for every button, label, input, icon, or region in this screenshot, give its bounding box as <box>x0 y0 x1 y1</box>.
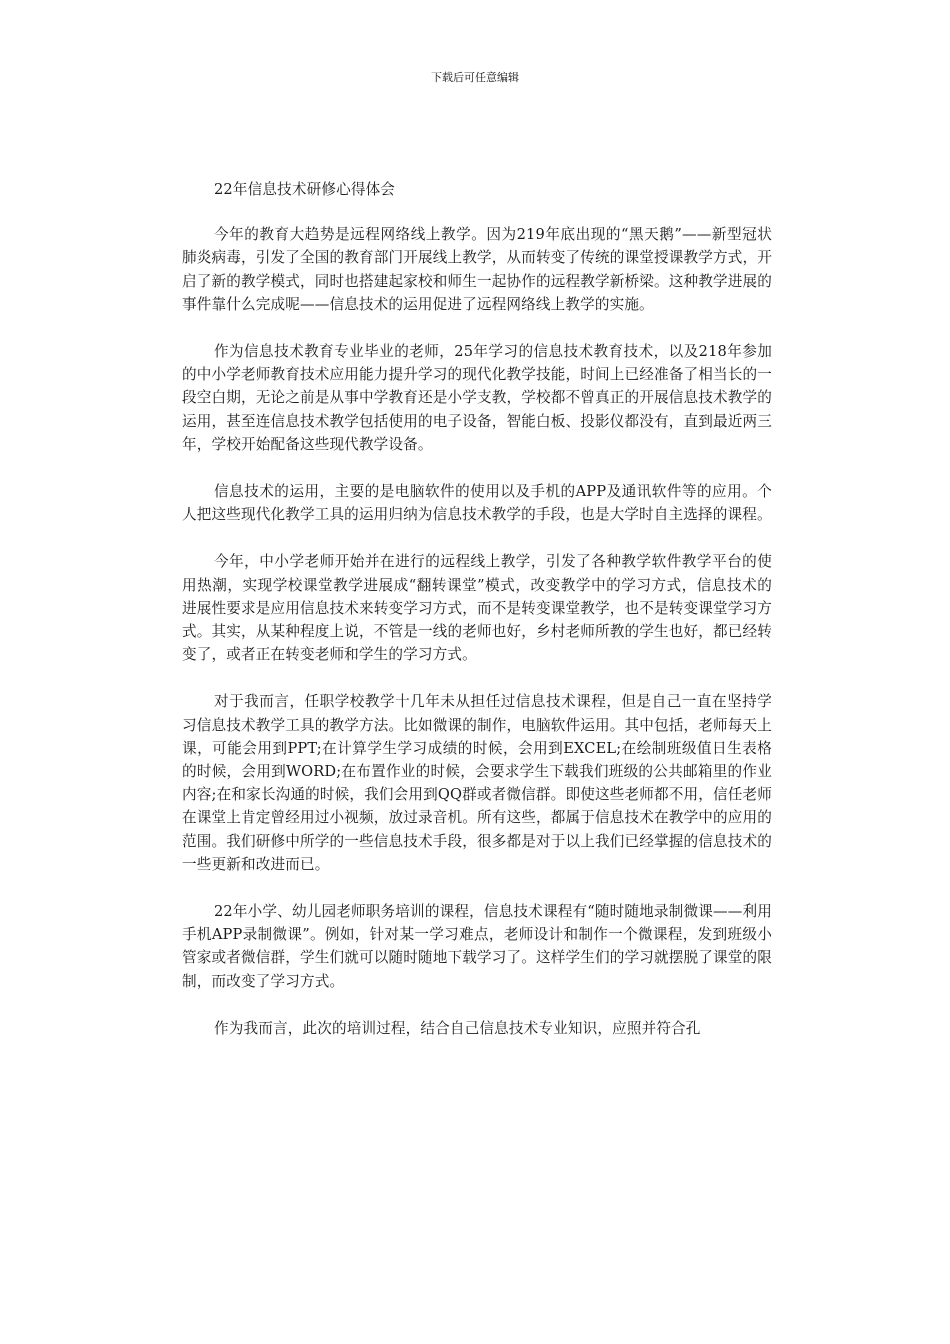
page-header: 下载后可任意编辑 <box>431 71 519 84</box>
paragraph: 对于我而言，任职学校教学十几年未从担任过信息技术课程，但是自己一直在坚持学习信息技术教学工具的教学方法。比如微课的制作，电脑软件运用。其中包括，老师每天上课，可能会用到PPT;在计算学生学习成绩的时候，会用到EXCEL;在绘制班级值日生表格的时候，会用到WORD;在布置作业的时候，会要求学生下载我们班级的公共邮箱里的作业内容;在和家长沟通的时候，我们会用到QQ群或者微信群。即使这些老师都不用，信任老师在课堂上肯定曾经用过小视频，放过录音机。所有这些，都属于信息技术在教学中的应用的范围。我们研修中所学的一些信息技术手段，很多都是对于以上我们已经掌握的信息技术的一些更新和改进而已。 <box>182 693 772 873</box>
paragraph: 今年的教育大趋势是远程网络线上教学。因为219年底出现的“黑天鹅”——新型冠状肺炎病毒，引发了全国的教育部门开展线上教学，从而转变了传统的课堂授课教学方式，开启了新的教学模式，同时也搭建起家校和师生一起协作的远程教学新桥梁。这种教学进展的事件靠什么完成呢——信息技术的运用促进了远程网络线上教学的实施。 <box>182 226 772 313</box>
paragraph: 作为信息技术教育专业毕业的老师，25年学习的信息技术教育技术，以及218年参加的中小学老师教育技术应用能力提升学习的现代化教学技能，时间上已经准备了相当长的一段空白期，无论之前是从事中学教育还是小学支教，学校都不曾真正的开展信息技术教学的运用，甚至连信息技术教学包括使用的电子设备，智能白板、投影仪都没有，直到最近两三年，学校开始配备这些现代教学设备。 <box>182 343 772 453</box>
paragraph: 今年，中小学老师开始并在进行的远程线上教学，引发了各种教学软件教学平台的使用热潮，实现学校课堂教学进展成“翻转课堂”模式，改变教学中的学习方式，信息技术的进展性要求是应用信息技术来转变学习方式，而不是转变课堂教学，也不是转变课堂学习方式。其实，从某种程度上说，不管是一线的老师也好，乡村老师所教的学生也好，都已经转变了，或者正在转变老师和学生的学习方式。 <box>182 553 772 664</box>
document-body <box>182 178 772 1064</box>
paragraph: 作为我而言，此次的培训过程，结合自己信息技术专业知识，应照并符合孔 <box>214 1019 701 1037</box>
paragraph: 信息技术的运用，主要的是电脑软件的使用以及手机的APP及通讯软件等的应用。个人把这些现代化教学工具的运用归纳为信息技术教学的手段，也是大学时自主选择的课程。 <box>182 483 772 524</box>
document-title: 22年信息技术研修心得体会 <box>214 181 396 198</box>
paragraph: 22年小学、幼儿园老师职务培训的课程，信息技术课程有“随时随地录制微课——利用手机APP录制微课”。例如，针对某一学习难点，老师设计和制作一个微课程，发到班级小管家或者微信群，学生们就可以随时随地下载学习了。这样学生们的学习就摆脱了课堂的限制，而改变了学习方式。 <box>182 903 772 990</box>
